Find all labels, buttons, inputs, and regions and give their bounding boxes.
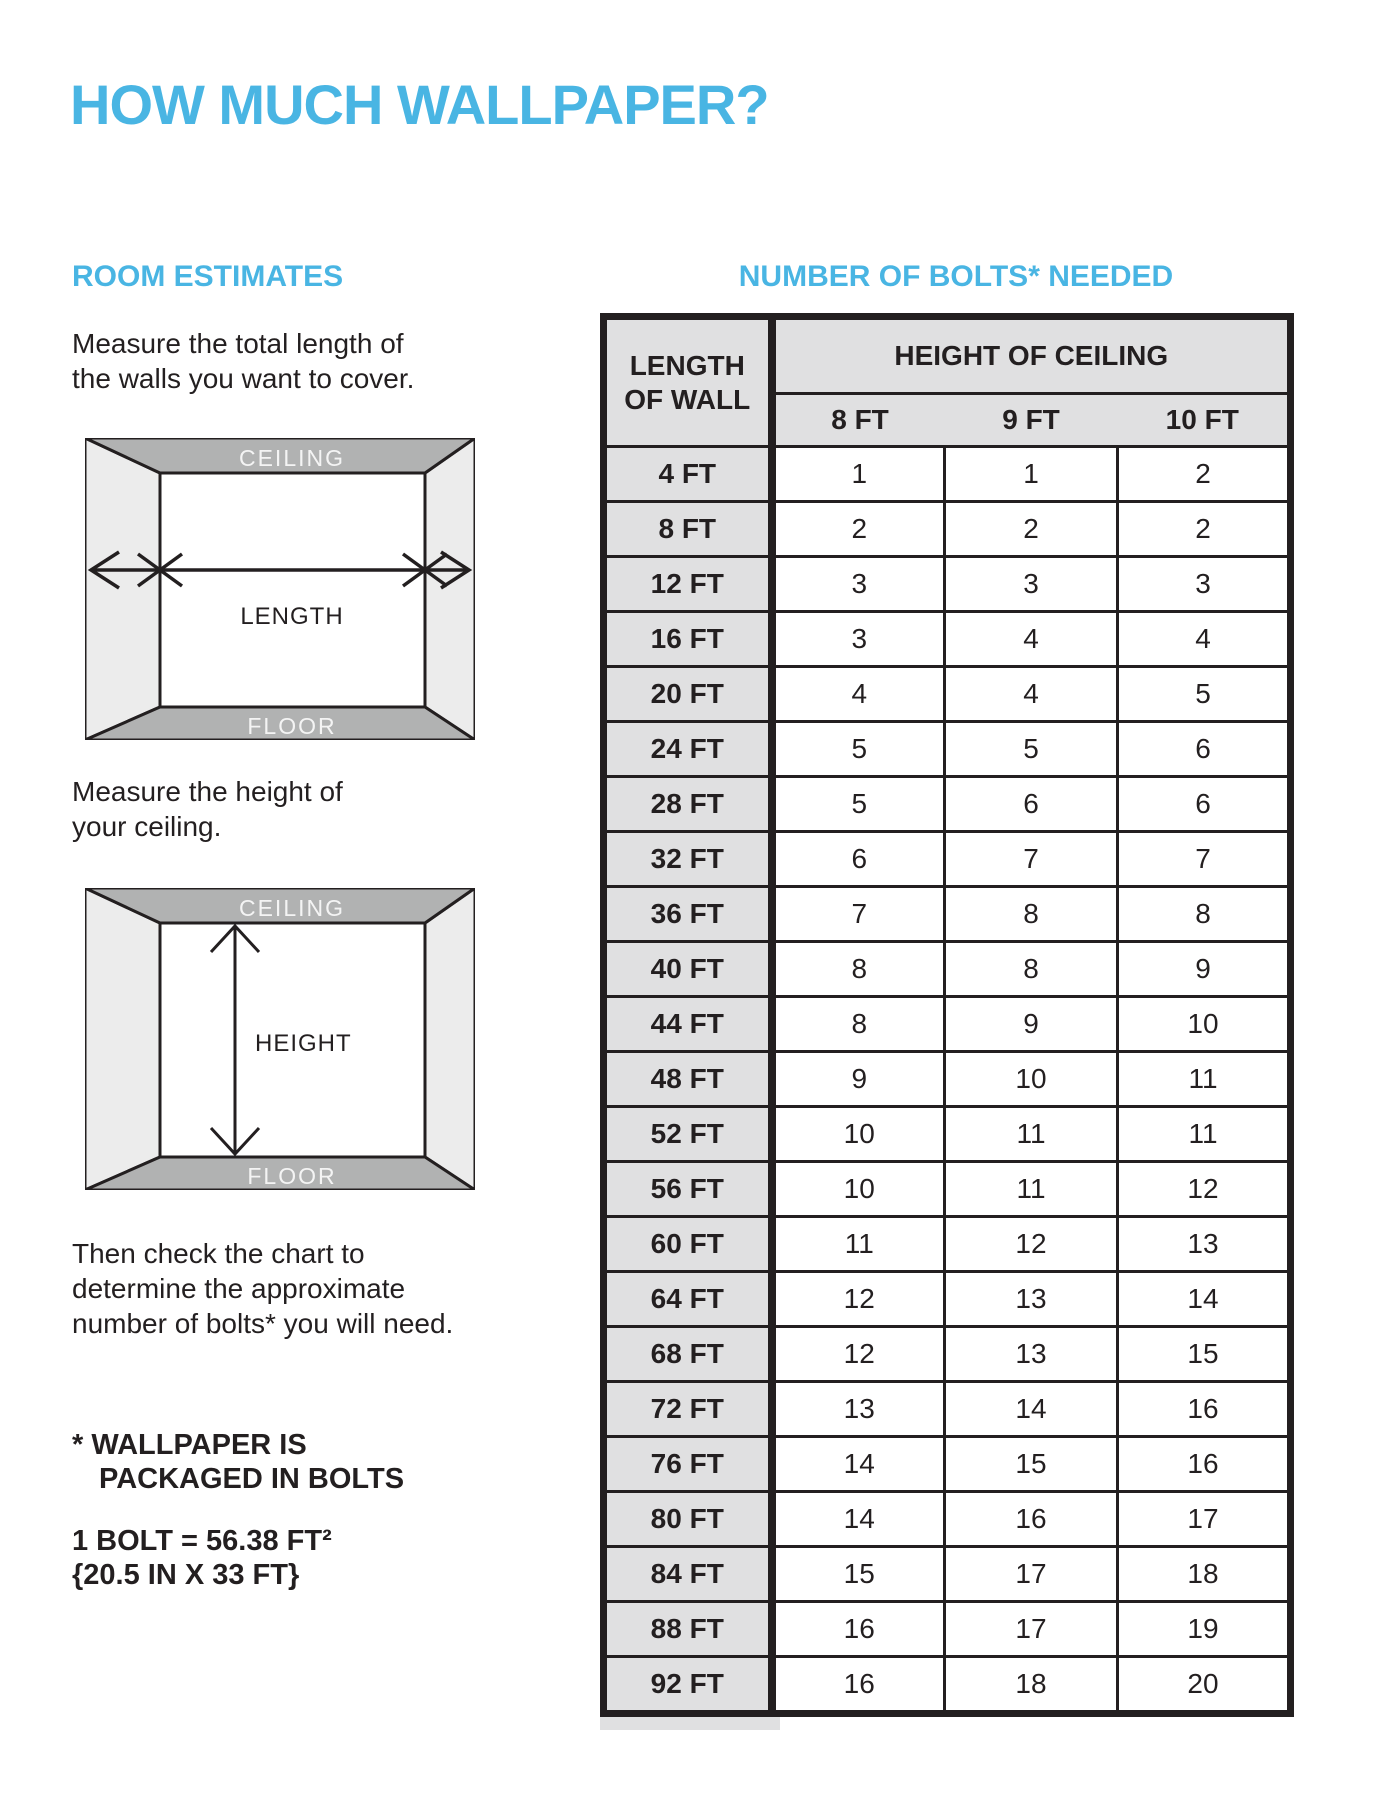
table-row [604, 1052, 1291, 1107]
bolts-value-cell: 4 [945, 667, 1118, 722]
bolts-value-cell: 6 [945, 777, 1118, 832]
bolts-value-cell: 1 [772, 447, 945, 502]
bolts-value-cell: 19 [1118, 1602, 1291, 1657]
instruction-line: Measure the total length of [72, 328, 404, 359]
bolts-value-cell: 6 [1118, 777, 1291, 832]
bolts-value-cell: 9 [945, 997, 1118, 1052]
table-row [604, 1547, 1291, 1602]
wall-length-cell: 44 FT [604, 997, 772, 1052]
table-row [604, 1657, 1291, 1714]
bolts-value-cell: 8 [772, 942, 945, 997]
table-row [604, 777, 1291, 832]
wall-length-cell: 92 FT [604, 1657, 772, 1714]
wall-length-cell: 60 FT [604, 1217, 772, 1272]
wall-length-cell: 88 FT [604, 1602, 772, 1657]
bolts-value-cell: 4 [945, 612, 1118, 667]
table-row [604, 1327, 1291, 1382]
footnote-line: * WALLPAPER IS [72, 1429, 307, 1461]
bolts-table-wrap [600, 313, 1294, 1730]
back-wall-shape [160, 473, 425, 707]
ceiling-label: CEILING [238, 895, 346, 921]
ceiling-height-header-8ft: 8 FT [772, 394, 945, 447]
table-row [604, 1492, 1291, 1547]
wall-length-cell: 64 FT [604, 1272, 772, 1327]
bolts-value-cell: 13 [772, 1382, 945, 1437]
bolts-value-cell: 13 [945, 1272, 1118, 1327]
bolts-value-cell: 11 [1118, 1052, 1291, 1107]
bolts-value-cell: 12 [945, 1217, 1118, 1272]
bolts-value-cell: 17 [945, 1602, 1118, 1657]
table-row [604, 502, 1291, 557]
table-row [604, 722, 1291, 777]
table-row [604, 667, 1291, 722]
bolts-value-cell: 14 [1118, 1272, 1291, 1327]
bolts-value-cell: 15 [945, 1437, 1118, 1492]
bolts-needed-heading: NUMBER OF BOLTS* NEEDED [738, 260, 1174, 293]
bolts-value-cell: 8 [945, 887, 1118, 942]
page-title: HOW MUCH WALLPAPER? [70, 73, 769, 136]
wall-length-cell: 84 FT [604, 1547, 772, 1602]
bolts-value-cell: 13 [1118, 1217, 1291, 1272]
bolts-value-cell: 11 [1118, 1107, 1291, 1162]
right-wall-shape [425, 888, 475, 1190]
wall-length-cell: 16 FT [604, 612, 772, 667]
right-wall-shape [425, 438, 475, 740]
room-height-diagram-svg [85, 888, 475, 1190]
bolts-value-cell: 18 [945, 1657, 1118, 1714]
bolts-value-cell: 12 [772, 1327, 945, 1382]
bolts-value-cell: 18 [1118, 1547, 1291, 1602]
floor-label: FLOOR [247, 1163, 337, 1189]
bolts-value-cell: 17 [1118, 1492, 1291, 1547]
length-of-wall-header-line: OF WALL [624, 383, 751, 415]
wall-length-cell: 76 FT [604, 1437, 772, 1492]
bolts-value-cell: 3 [1118, 557, 1291, 612]
footnote-bolt-size [72, 1524, 332, 1592]
footnote-line: PACKAGED IN BOLTS [99, 1463, 405, 1495]
bolts-value-cell: 3 [772, 612, 945, 667]
table-row [604, 612, 1291, 667]
bolts-value-cell: 14 [772, 1492, 945, 1547]
bolts-value-cell: 11 [945, 1162, 1118, 1217]
height-label: HEIGHT [255, 1030, 352, 1057]
instruction-line: your ceiling. [72, 811, 222, 842]
wall-length-cell: 20 FT [604, 667, 772, 722]
wall-length-cell: 28 FT [604, 777, 772, 832]
instruction-line: number of bolts* you will need. [72, 1308, 454, 1339]
instruction-line: Then check the chart to [72, 1238, 365, 1269]
wall-length-cell: 24 FT [604, 722, 772, 777]
wall-length-cell: 40 FT [604, 942, 772, 997]
ceiling-height-header-9ft: 9 FT [945, 394, 1118, 447]
wall-length-cell: 56 FT [604, 1162, 772, 1217]
bolts-value-cell: 6 [1118, 722, 1291, 777]
table-row [604, 1602, 1291, 1657]
bolts-value-cell: 8 [772, 997, 945, 1052]
bolts-value-cell: 16 [772, 1602, 945, 1657]
bolts-value-cell: 13 [945, 1327, 1118, 1382]
instruction-line: determine the approximate [72, 1273, 406, 1304]
floor-label: FLOOR [247, 713, 337, 739]
length-label: LENGTH [240, 603, 344, 630]
bolts-value-cell: 17 [945, 1547, 1118, 1602]
room-length-diagram [85, 438, 475, 740]
table-row [604, 1437, 1291, 1492]
bolts-value-cell: 9 [772, 1052, 945, 1107]
bolts-value-cell: 2 [945, 502, 1118, 557]
instruction-line: Measure the height of [72, 776, 343, 807]
bolts-value-cell: 10 [772, 1107, 945, 1162]
bolts-value-cell: 10 [772, 1162, 945, 1217]
table-row [604, 997, 1291, 1052]
bolts-value-cell: 4 [772, 667, 945, 722]
bolts-value-cell: 8 [945, 942, 1118, 997]
bolts-value-cell: 10 [945, 1052, 1118, 1107]
bolts-value-cell: 7 [945, 832, 1118, 887]
bolts-value-cell: 16 [945, 1492, 1118, 1547]
wall-length-cell: 52 FT [604, 1107, 772, 1162]
ceiling-label: CEILING [238, 445, 346, 471]
table-gray-tail [600, 1717, 780, 1730]
table-row [604, 942, 1291, 997]
instruction-check-chart [72, 1236, 453, 1341]
bolts-value-cell: 8 [1118, 887, 1291, 942]
bolts-value-cell: 16 [1118, 1437, 1291, 1492]
table-row [604, 832, 1291, 887]
footnote-line: {20.5 IN X 33 FT} [72, 1559, 300, 1591]
wall-length-cell: 72 FT [604, 1382, 772, 1437]
bolts-value-cell: 5 [1118, 667, 1291, 722]
bolts-value-cell: 14 [945, 1382, 1118, 1437]
table-row [604, 887, 1291, 942]
left-wall-shape [85, 438, 160, 740]
bolts-value-cell: 5 [945, 722, 1118, 777]
bolts-value-cell: 2 [1118, 502, 1291, 557]
bolts-value-cell: 9 [1118, 942, 1291, 997]
wall-length-cell: 68 FT [604, 1327, 772, 1382]
table-row [604, 1162, 1291, 1217]
instruction-measure-length [72, 326, 414, 396]
length-of-wall-header [604, 317, 772, 447]
bolts-value-cell: 16 [1118, 1382, 1291, 1437]
table-row [604, 557, 1291, 612]
bolts-value-cell: 12 [1118, 1162, 1291, 1217]
room-length-diagram-svg [85, 438, 475, 740]
table-row [604, 1272, 1291, 1327]
bolts-table [600, 313, 1294, 1717]
wall-length-cell: 80 FT [604, 1492, 772, 1547]
bolts-value-cell: 11 [945, 1107, 1118, 1162]
bolts-value-cell: 4 [1118, 612, 1291, 667]
table-row [604, 447, 1291, 502]
ceiling-height-header-10ft: 10 FT [1118, 394, 1291, 447]
wall-length-cell: 8 FT [604, 502, 772, 557]
bolts-value-cell: 7 [772, 887, 945, 942]
bolts-value-cell: 16 [772, 1657, 945, 1714]
bolts-value-cell: 2 [772, 502, 945, 557]
bolts-value-cell: 14 [772, 1437, 945, 1492]
wall-length-cell: 32 FT [604, 832, 772, 887]
bolts-value-cell: 5 [772, 777, 945, 832]
table-row [604, 1107, 1291, 1162]
bolts-value-cell: 12 [772, 1272, 945, 1327]
room-height-diagram [85, 888, 475, 1190]
bolts-value-cell: 15 [1118, 1327, 1291, 1382]
bolts-value-cell: 15 [772, 1547, 945, 1602]
footnote-line: 1 BOLT = 56.38 FT² [72, 1525, 332, 1557]
wall-length-cell: 4 FT [604, 447, 772, 502]
wall-length-cell: 12 FT [604, 557, 772, 612]
bolts-value-cell: 1 [945, 447, 1118, 502]
bolts-value-cell: 3 [945, 557, 1118, 612]
table-row [604, 1382, 1291, 1437]
bolts-value-cell: 20 [1118, 1657, 1291, 1714]
footnote-wallpaper-bolts [72, 1428, 404, 1496]
instruction-measure-height [72, 774, 343, 844]
bolts-value-cell: 2 [1118, 447, 1291, 502]
height-of-ceiling-header: HEIGHT OF CEILING [772, 317, 1291, 394]
table-row [604, 1217, 1291, 1272]
bolts-value-cell: 5 [772, 722, 945, 777]
bolts-value-cell: 11 [772, 1217, 945, 1272]
bolts-value-cell: 10 [1118, 997, 1291, 1052]
length-of-wall-header-line: LENGTH [629, 349, 745, 381]
wall-length-cell: 48 FT [604, 1052, 772, 1107]
bolts-value-cell: 3 [772, 557, 945, 612]
instruction-line: the walls you want to cover. [72, 363, 415, 394]
room-estimates-heading: ROOM ESTIMATES [72, 260, 344, 293]
bolts-value-cell: 6 [772, 832, 945, 887]
bolts-value-cell: 7 [1118, 832, 1291, 887]
wall-length-cell: 36 FT [604, 887, 772, 942]
left-wall-shape [85, 888, 160, 1190]
